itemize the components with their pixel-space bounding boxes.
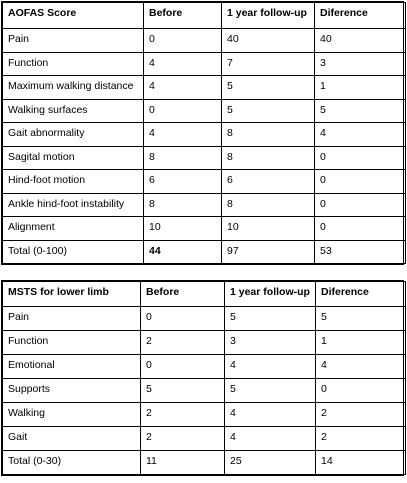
table-row xyxy=(3,379,406,403)
difference-value: 0 xyxy=(315,170,406,194)
before-value: 4 xyxy=(144,76,222,100)
difference-value: 3 xyxy=(315,52,406,76)
before-value: 2 xyxy=(141,403,225,427)
table-row xyxy=(3,403,406,427)
follow-up-value: 3 xyxy=(225,331,316,355)
msts-header-difference: Diference xyxy=(316,282,406,307)
difference-value: 1 xyxy=(315,76,406,100)
total-row xyxy=(3,451,406,475)
difference-value: 14 xyxy=(316,451,406,475)
follow-up-value: 8 xyxy=(222,193,315,217)
difference-value: 4 xyxy=(315,123,406,147)
row-label: Ankle hind-foot instability xyxy=(3,193,144,217)
msts-score-table xyxy=(1,280,404,476)
table-row xyxy=(3,217,406,241)
before-value: 0 xyxy=(141,355,225,379)
row-label: Walking surfaces xyxy=(3,99,144,123)
aofas-score-table xyxy=(1,1,404,265)
row-label: Function xyxy=(3,331,141,355)
difference-value: 0 xyxy=(315,217,406,241)
before-value: 2 xyxy=(141,427,225,451)
before-value: 4 xyxy=(144,52,222,76)
before-value: 8 xyxy=(144,193,222,217)
table-row xyxy=(3,52,406,76)
follow-up-value: 5 xyxy=(225,379,316,403)
row-label: Supports xyxy=(3,379,141,403)
aofas-header-row xyxy=(3,3,406,29)
follow-up-value: 25 xyxy=(225,451,316,475)
difference-value: 40 xyxy=(315,29,406,53)
difference-value: 1 xyxy=(316,331,406,355)
before-value: 2 xyxy=(141,331,225,355)
before-value: 6 xyxy=(144,170,222,194)
before-value: 8 xyxy=(144,146,222,170)
difference-value: 2 xyxy=(316,427,406,451)
table-row xyxy=(3,331,406,355)
row-label: Sagital motion xyxy=(3,146,144,170)
row-label: Alignment xyxy=(3,217,144,241)
difference-value: 0 xyxy=(315,193,406,217)
follow-up-value: 8 xyxy=(222,123,315,147)
row-label: Gait abnormality xyxy=(3,123,144,147)
before-value: 44 xyxy=(144,240,222,264)
follow-up-value: 4 xyxy=(225,427,316,451)
follow-up-value: 40 xyxy=(222,29,315,53)
before-value: 0 xyxy=(144,99,222,123)
row-label: Pain xyxy=(3,307,141,331)
table-row xyxy=(3,307,406,331)
follow-up-value: 7 xyxy=(222,52,315,76)
table-row xyxy=(3,76,406,100)
before-value: 10 xyxy=(144,217,222,241)
msts-header-row xyxy=(3,282,406,307)
total-row xyxy=(3,240,406,264)
follow-up-value: 4 xyxy=(225,403,316,427)
follow-up-value: 10 xyxy=(222,217,315,241)
msts-header-score: MSTS for lower limb xyxy=(3,282,141,307)
follow-up-value: 5 xyxy=(222,99,315,123)
table-row xyxy=(3,193,406,217)
row-label: Total (0-100) xyxy=(3,240,144,264)
row-label: Function xyxy=(3,52,144,76)
difference-value: 53 xyxy=(315,240,406,264)
difference-value: 0 xyxy=(316,379,406,403)
row-label: Emotional xyxy=(3,355,141,379)
before-value: 11 xyxy=(141,451,225,475)
msts-table xyxy=(2,281,406,475)
aofas-header-follow-up: 1 year follow-up xyxy=(222,3,315,29)
msts-header-follow-up: 1 year follow-up xyxy=(225,282,316,307)
table-row xyxy=(3,427,406,451)
before-value: 5 xyxy=(141,379,225,403)
before-value: 0 xyxy=(144,29,222,53)
table-row xyxy=(3,146,406,170)
follow-up-value: 8 xyxy=(222,146,315,170)
aofas-header-before: Before xyxy=(144,3,222,29)
before-value: 0 xyxy=(141,307,225,331)
msts-header-before: Before xyxy=(141,282,225,307)
follow-up-value: 5 xyxy=(222,76,315,100)
row-label: Total (0-30) xyxy=(3,451,141,475)
aofas-header-difference: Diference xyxy=(315,3,406,29)
follow-up-value: 6 xyxy=(222,170,315,194)
difference-value: 0 xyxy=(315,146,406,170)
table-row xyxy=(3,355,406,379)
aofas-header-score: AOFAS Score xyxy=(3,3,144,29)
row-label: Walking xyxy=(3,403,141,427)
difference-value: 2 xyxy=(316,403,406,427)
follow-up-value: 4 xyxy=(225,355,316,379)
before-value: 4 xyxy=(144,123,222,147)
difference-value: 5 xyxy=(315,99,406,123)
table-row xyxy=(3,29,406,53)
row-label: Gait xyxy=(3,427,141,451)
difference-value: 5 xyxy=(316,307,406,331)
row-label: Pain xyxy=(3,29,144,53)
difference-value: 4 xyxy=(316,355,406,379)
row-label: Maximum walking distance xyxy=(3,76,144,100)
table-row xyxy=(3,99,406,123)
follow-up-value: 5 xyxy=(225,307,316,331)
follow-up-value: 97 xyxy=(222,240,315,264)
row-label: Hind-foot motion xyxy=(3,170,144,194)
table-row xyxy=(3,170,406,194)
aofas-table xyxy=(2,2,406,264)
table-row xyxy=(3,123,406,147)
